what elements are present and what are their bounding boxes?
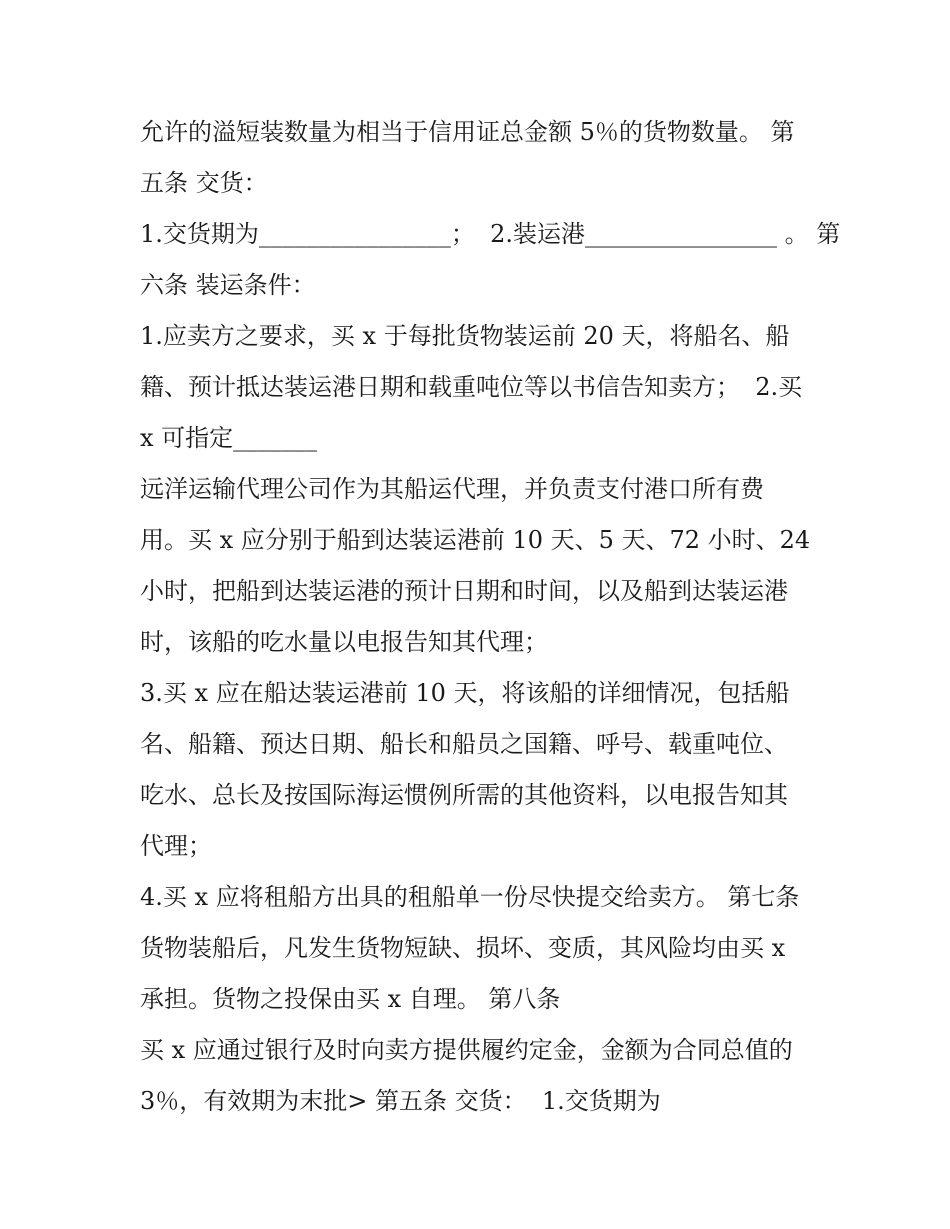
text-line: 1.应卖方之要求，买 x 于每批货物装运前 20 天，将船名、船 <box>140 322 790 350</box>
text-line: 货物装船后，凡发生货物短缺、损坏、变质，其风险均由买 x <box>140 934 786 962</box>
text-line: x 可指定_______ <box>140 424 318 452</box>
text-line: 3.买 x 应在船达装运港前 10 天，将该船的详细情况，包括船 <box>140 679 790 707</box>
text-line: 3％，有效期为末批> 第五条 交货： 1.交货期为 <box>140 1087 661 1115</box>
text-line: 五条 交货： <box>140 169 268 197</box>
text-line: 小时，把船到达装运港的预计日期和时间，以及船到达装运港 <box>140 577 788 605</box>
text-line: 1.交货期为________________； 2.装运港________________ 。 第 <box>140 220 841 248</box>
text-line: 用。买 x 应分别于船到达装运港前 10 天、5 天、72 小时、24 <box>140 526 811 554</box>
text-line: 六条 装运条件： <box>140 271 316 299</box>
text-line: 远洋运输代理公司作为其船运代理，并负责支付港口所有费 <box>140 475 764 503</box>
text-line: 时，该船的吃水量以电报告知其代理； <box>140 628 548 656</box>
document-body <box>140 107 841 1127</box>
text-line: 允许的溢短装数量为相当于信用证总金额 5％的货物数量。 第 <box>140 118 795 146</box>
text-line: 名、船籍、预达日期、船长和船员之国籍、呼号、载重吨位、 <box>140 730 788 758</box>
text-line: 4.买 x 应将租船方出具的租船单一份尽快提交给卖方。 第七条 <box>140 883 800 911</box>
text-line: 吃水、总长及按国际海运惯例所需的其他资料，以电报告知其 <box>140 781 788 809</box>
text-line: 承担。货物之投保由买 x 自理。 第八条 <box>140 985 561 1013</box>
text-line: 籍、预计抵达装运港日期和载重吨位等以书信告知卖方； 2.买 <box>140 373 803 401</box>
text-line: 买 x 应通过银行及时向卖方提供履约定金，金额为合同总值的 <box>140 1036 793 1064</box>
text-line: 代理； <box>140 832 212 860</box>
